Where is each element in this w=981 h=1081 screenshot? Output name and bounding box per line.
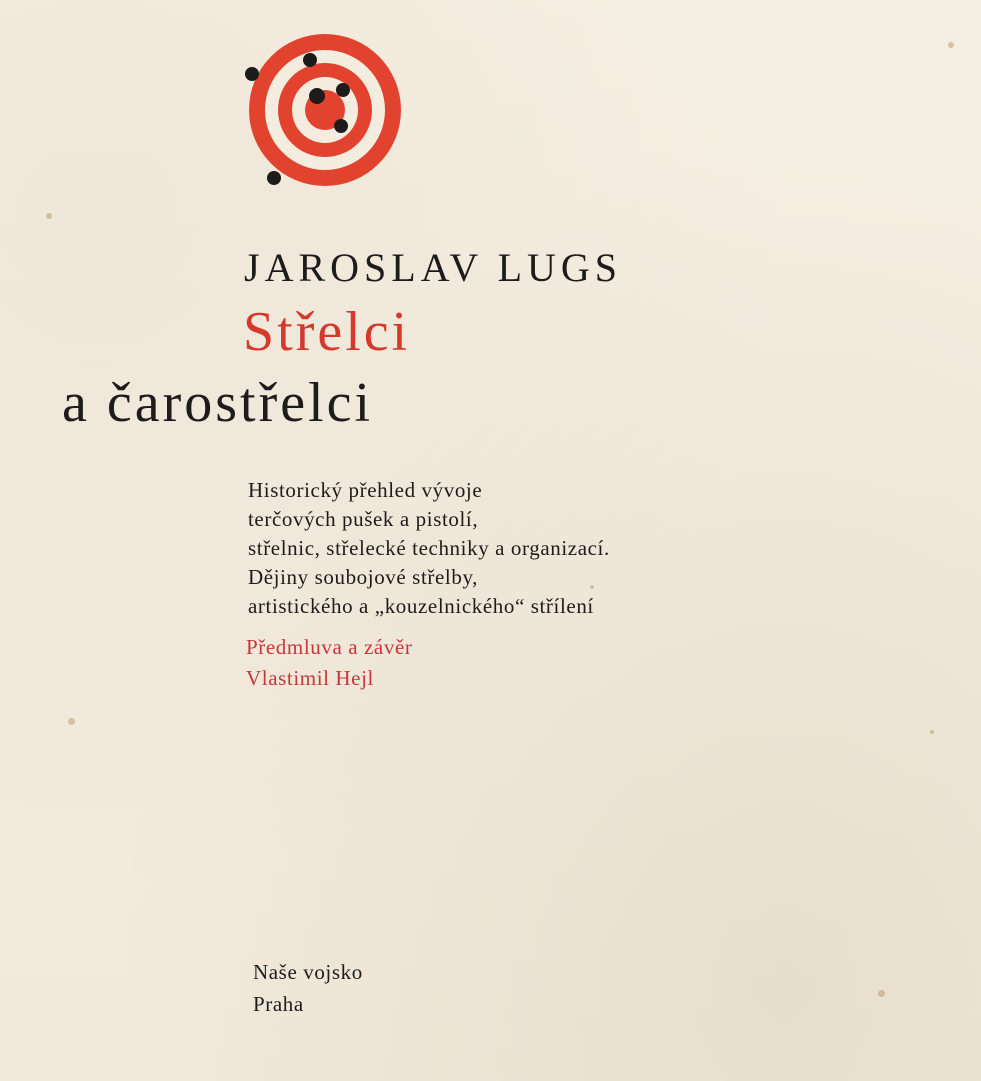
- publisher-city: Praha: [253, 992, 304, 1016]
- subtitle-line: Historický přehled vývoje: [248, 478, 483, 502]
- publisher-name: Naše vojsko: [253, 960, 363, 984]
- bullet-hole: [334, 119, 348, 133]
- author-name: JAROSLAV LUGS: [244, 245, 623, 290]
- shooting-target-icon: [240, 28, 410, 193]
- credit-name: Vlastimil Hejl: [246, 666, 374, 690]
- credit-role: Předmluva a závěr: [246, 635, 413, 659]
- credit-block: [246, 632, 412, 694]
- paper-speck: [930, 730, 934, 734]
- publisher-block: [253, 956, 363, 1020]
- subtitle-line: terčových pušek a pistolí,: [248, 507, 479, 531]
- subtitle-block: [248, 476, 610, 621]
- subtitle-line: Dějiny soubojové střelby,: [248, 565, 479, 589]
- paper-speck: [46, 213, 52, 219]
- bullet-hole: [303, 53, 317, 67]
- paper-speck: [68, 718, 75, 725]
- subtitle-line: artistického a „kouzelnického“ střílení: [248, 594, 594, 618]
- bullet-hole: [267, 171, 281, 185]
- bullet-hole: [336, 83, 350, 97]
- paper-speck: [948, 42, 954, 48]
- target-rings: [249, 34, 401, 186]
- bullet-hole: [245, 67, 259, 81]
- book-title-line-1: Střelci: [243, 301, 411, 363]
- subtitle-line: střelnic, střelecké techniky a organizací.: [248, 536, 610, 560]
- paper-speck: [878, 990, 885, 997]
- book-title-line-2: a čarostřelci: [62, 372, 374, 434]
- bullet-hole: [309, 88, 325, 104]
